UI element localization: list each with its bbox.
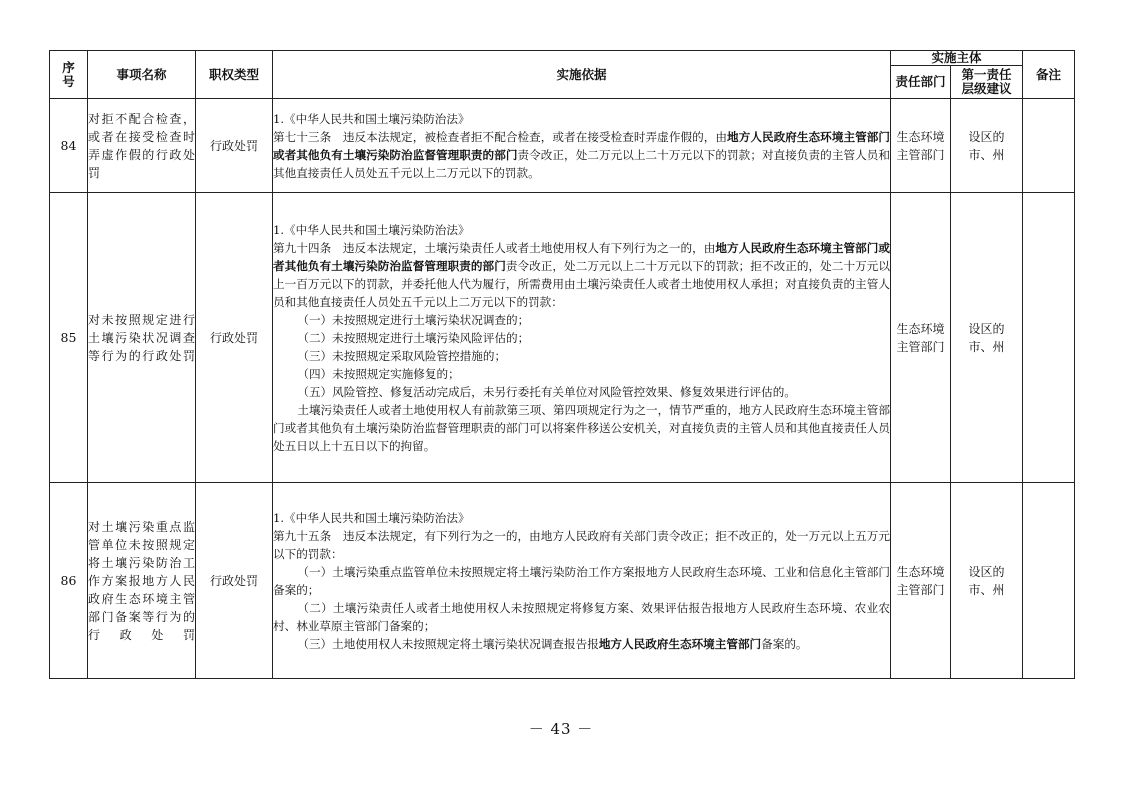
- clause-item: （五）风险管控、修复活动完成后，未另行委托有关单位对风险管控效果、修复效果进行评估的。: [297, 384, 796, 399]
- basis-cell: [273, 193, 891, 483]
- first-level-cell: 设区的市、州: [951, 483, 1023, 679]
- clause-item: （二）土壤污染责任人或者土地使用权人未按照规定将修复方案、效果评估报告报地方人民政府生态环境、农业农村、林业草原主管部门备案的；: [273, 600, 890, 633]
- article-text: [273, 239, 890, 311]
- header-first-level: 第一责任层级建议: [951, 66, 1023, 99]
- article-text-c: 责令改正，处二万元以上二十万元以下的罚款；对直接负责的主管人员和其他直接责任人员处五千元以上二万元以下的罚款。: [273, 147, 890, 180]
- remarks-cell: [1023, 483, 1075, 679]
- row-number: 84: [50, 99, 88, 193]
- item-name-cell: 对未按照规定进行土壤污染状况调查等行为的行政处罚: [88, 193, 196, 483]
- authority-type-cell: 行政处罚: [196, 193, 273, 483]
- row-number: 86: [50, 483, 88, 679]
- item-name-cell: 对土壤污染重点监管单位未按照规定将土壤污染防治工作方案报地方人民政府生态环境主管部门备案等行为的行政处罚: [88, 483, 196, 679]
- header-basis: 实施依据: [273, 51, 891, 99]
- first-level-cell: 设区的市、州: [951, 99, 1023, 193]
- article-text-emphasis: 地方人民政府生态环境主管部门或者其他负有土壤污染防治监督管理职责的部门: [273, 240, 890, 273]
- clause-item-a: （三）土地使用权人未按照规定将土壤污染状况调查报告报: [297, 636, 599, 651]
- law-title: 1.《中华人民共和国土壤污染防治法》: [273, 222, 470, 237]
- remarks-cell: [1023, 99, 1075, 193]
- extra-paragraph: 土壤污染责任人或者土地使用权人有前款第三项、第四项规定行为之一，情节严重的，地方人民政府生态环境主管部门或者其他负有土壤污染防治监督管理职责的部门可以将案件移送公安机关，对直接负责的主管人员和其他直接责任人员处五日以上十五日以下的拘留。: [273, 402, 890, 453]
- clause-item-c: 备案的。: [761, 636, 808, 651]
- article-text-a: 第七十三条 违反本法规定，被检查者拒不配合检查，或者在接受检查时弄虚作假的，由: [273, 129, 728, 144]
- responsible-dept-cell: 生态环境主管部门: [891, 193, 951, 483]
- table-row: [50, 193, 1075, 483]
- remarks-cell: [1023, 193, 1075, 483]
- document-table: [49, 50, 1075, 679]
- authority-type-cell: 行政处罚: [196, 99, 273, 193]
- header-seq: 序号: [50, 51, 88, 99]
- item-name-cell: 对拒不配合检查，或者在接受检查时弄虚作假的行政处罚: [88, 99, 196, 193]
- clause-item-emphasis: 地方人民政府生态环境主管部门: [598, 636, 762, 651]
- clause-item: [273, 635, 890, 653]
- basis-cell: [273, 483, 891, 679]
- header-subject: 实施主体: [891, 51, 1023, 66]
- table-row: [50, 483, 1075, 679]
- clause-item: （四）未按照规定实施修复的；: [297, 366, 460, 381]
- row-number: 85: [50, 193, 88, 483]
- header-authority-type: 职权类型: [196, 51, 273, 99]
- authority-type-cell: 行政处罚: [196, 483, 273, 679]
- article-text-emphasis: 地方人民政府生态环境主管部门或者其他负有土壤污染防治监督管理职责的部门: [273, 129, 890, 162]
- clause-item: （二）未按照规定进行土壤污染风险评估的；: [297, 330, 530, 345]
- law-title: 1.《中华人民共和国土壤污染防治法》: [273, 510, 470, 525]
- clause-item: （一）未按照规定进行土壤污染状况调查的；: [297, 312, 530, 327]
- header-remarks: 备注: [1023, 51, 1075, 99]
- basis-cell: [273, 99, 891, 193]
- page-number: － 43 －: [528, 720, 594, 738]
- table-row: [50, 99, 1075, 193]
- header-responsible-dept: 责任部门: [891, 66, 951, 99]
- article-text-a: 第九十四条 违反本法规定，土壤污染责任人或者土地使用权人有下列行为之一的，由: [273, 240, 716, 255]
- header-item-name: 事项名称: [88, 51, 196, 99]
- article-text: 第九十五条 违反本法规定，有下列行为之一的，由地方人民政府有关部门责令改正；拒不改正的，处一万元以上五万元以下的罚款：: [273, 528, 890, 561]
- header-row-top: [50, 51, 1075, 66]
- article-text-c: 责令改正，处二万元以上二十万元以下的罚款；拒不改正的，处二十万元以上一百万元以下的罚款，并委托他人代为履行，所需费用由土壤污染责任人或者土地使用权人承担；对直接负责的主管人员和其他直接责任人员处五千元以上二万元以下的罚款：: [273, 258, 890, 309]
- clause-item: （一）土壤污染重点监管单位未按照规定将土壤污染防治工作方案报地方人民政府生态环境、工业和信息化主管部门备案的；: [273, 564, 890, 597]
- responsible-dept-cell: 生态环境主管部门: [891, 99, 951, 193]
- article-text: [273, 128, 890, 182]
- law-title: 1.《中华人民共和国土壤污染防治法》: [273, 111, 470, 126]
- responsible-dept-cell: 生态环境主管部门: [891, 483, 951, 679]
- clause-item: （三）未按照规定采取风险管控措施的；: [297, 348, 507, 363]
- first-level-cell: 设区的市、州: [951, 193, 1023, 483]
